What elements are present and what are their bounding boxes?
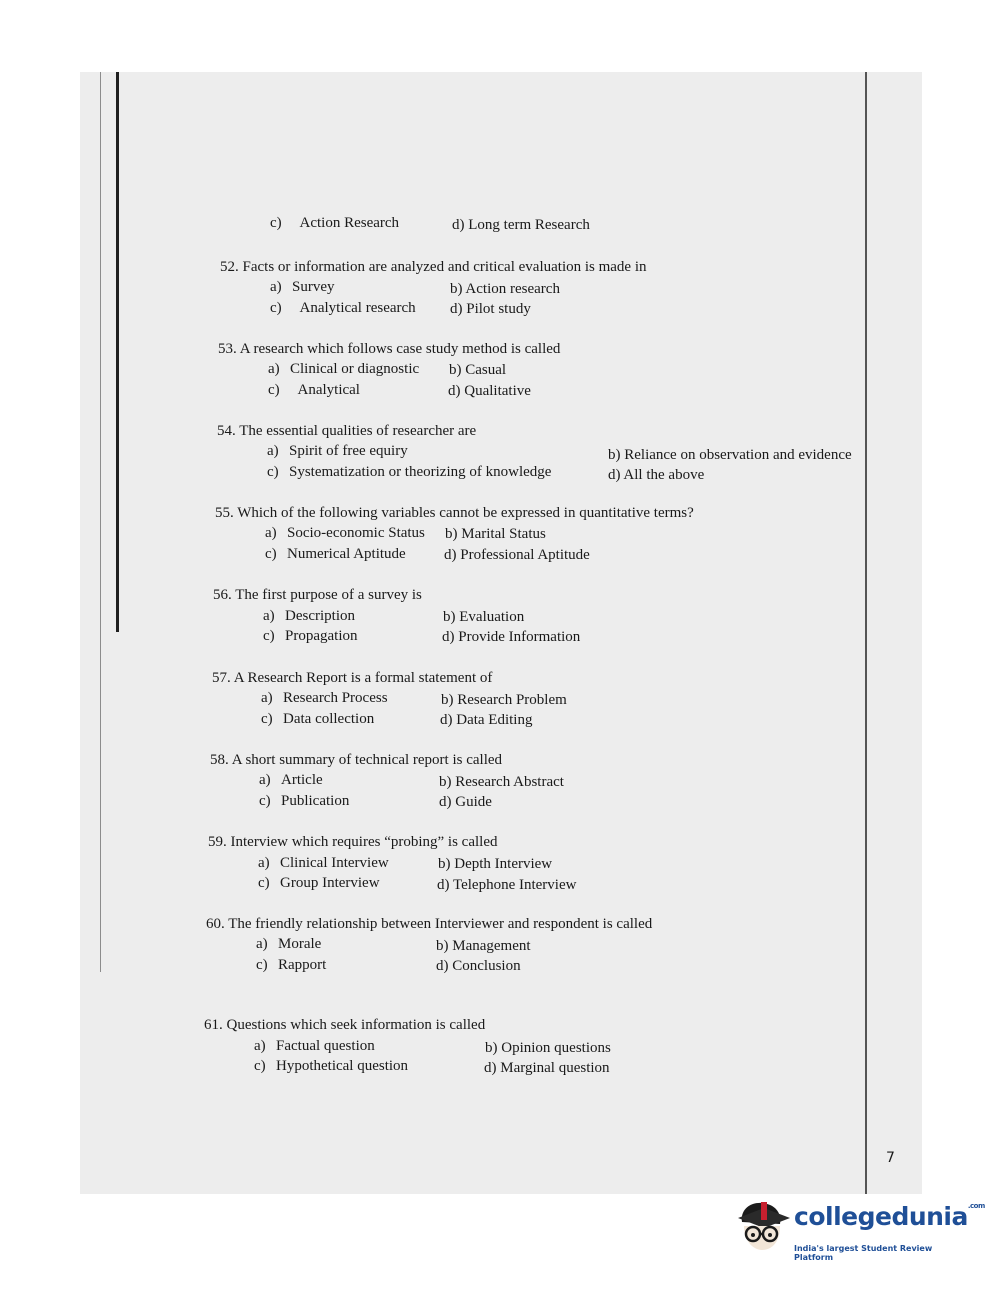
option-c: c) Numerical Aptitude <box>265 546 406 562</box>
option-text: Analytical <box>297 382 360 398</box>
option-a: a) Socio-economic Status <box>265 525 425 541</box>
question-text: A research which follows case study method is called <box>239 341 561 357</box>
logo-wordmark <box>794 1202 985 1231</box>
option-c: c) Analytical research <box>270 300 416 316</box>
question-60 <box>206 916 652 933</box>
question-54 <box>217 423 476 440</box>
option-b: b) Management <box>436 938 531 954</box>
option-d: d) Long term Research <box>452 217 590 233</box>
option-text: Morale <box>278 936 322 952</box>
option-text: Article <box>281 772 323 788</box>
option-c: c) Data collection <box>261 711 375 727</box>
scan-edge-line <box>100 72 101 972</box>
option-text: Group Interview <box>280 875 380 891</box>
question-58 <box>210 752 502 769</box>
option-d: d) All the above <box>608 467 705 483</box>
option-text: Spirit of free equiry <box>289 443 408 459</box>
question-number: 60. <box>206 916 225 932</box>
option-d: d) Professional Aptitude <box>444 547 590 563</box>
option-b: b) Marital Status <box>445 526 546 542</box>
logo-suffix: .com <box>967 1202 985 1210</box>
option-text: Rapport <box>278 957 327 973</box>
question-56 <box>213 587 422 604</box>
question-number: 57. <box>212 670 231 686</box>
option-a: a) Clinical or diagnostic <box>268 361 420 377</box>
option-text: Description <box>285 608 355 624</box>
option-a: a) Morale <box>256 936 322 952</box>
option-text: Survey <box>292 279 335 295</box>
question-number: 56. <box>213 587 232 603</box>
option-b: b) Evaluation <box>443 609 525 625</box>
option-d: d) Pilot study <box>450 301 531 317</box>
option-c: c) Systematization or theorizing of knowledge <box>267 464 552 480</box>
option-b: b) Opinion questions <box>485 1040 611 1056</box>
question-text: The friendly relationship between Interviewer and respondent is called <box>228 916 653 932</box>
option-text: Data collection <box>283 711 375 727</box>
option-b: b) Research Problem <box>441 692 567 708</box>
option-d: d) Telephone Interview <box>437 877 577 893</box>
option-c: c) Group Interview <box>258 875 380 891</box>
option-text: Publication <box>281 793 350 809</box>
question-text: A Research Report is a formal statement of <box>233 670 493 686</box>
option-text: Clinical Interview <box>280 855 389 871</box>
option-text: Factual question <box>276 1038 375 1054</box>
option-c: c) Rapport <box>256 957 327 973</box>
question-text: A short summary of technical report is called <box>231 752 503 768</box>
option-c: c) Analytical <box>268 382 360 398</box>
option-text: Research Process <box>283 690 388 706</box>
option-d: d) Provide Information <box>442 629 581 645</box>
option-text: Numerical Aptitude <box>287 546 406 562</box>
question-text: Questions which seek information is called <box>226 1017 486 1033</box>
option-c: c) Propagation <box>263 628 358 644</box>
option-a: a) Article <box>259 772 323 788</box>
question-text: The essential qualities of researcher are <box>239 423 477 439</box>
page-number: 7 <box>886 1150 895 1166</box>
option-text: Clinical or diagnostic <box>290 361 420 377</box>
option-c: c) Action Research <box>270 215 400 231</box>
question-text: Interview which requires “probing” is called <box>230 834 498 850</box>
question-59 <box>208 834 497 851</box>
option-text: Hypothetical question <box>276 1058 409 1074</box>
option-b: b) Research Abstract <box>439 774 564 790</box>
option-c: c) Publication <box>259 793 350 809</box>
question-number: 55. <box>215 505 234 521</box>
collegedunia-logo[interactable] <box>734 1196 985 1262</box>
scan-binding-shadow <box>116 72 119 632</box>
question-number: 58. <box>210 752 229 768</box>
scan-right-edge <box>865 72 867 1194</box>
logo-tagline: India's largest Student Review Platform <box>794 1244 933 1262</box>
question-57 <box>212 670 492 687</box>
logo-name: collegedunia <box>794 1202 968 1231</box>
question-number: 59. <box>208 834 227 850</box>
option-text: Action Research <box>299 215 400 231</box>
option-a: a) Spirit of free equiry <box>267 443 408 459</box>
option-text: Analytical research <box>299 300 416 316</box>
question-number: 54. <box>217 423 236 439</box>
option-b: b) Reliance on observation and evidence <box>608 447 852 463</box>
option-b: b) Depth Interview <box>438 856 553 872</box>
option-b: b) Action research <box>450 281 560 297</box>
option-d: d) Qualitative <box>448 383 531 399</box>
option-text: Propagation <box>285 628 358 644</box>
option-text: Socio-economic Status <box>287 525 425 541</box>
option-a: a) Description <box>263 608 355 624</box>
option-text: Systematization or theorizing of knowledge <box>289 464 552 480</box>
option-a: a) Survey <box>270 279 335 295</box>
question-53 <box>218 341 560 358</box>
option-a: a) Clinical Interview <box>258 855 389 871</box>
option-a: a) Factual question <box>254 1038 375 1054</box>
option-d: d) Marginal question <box>484 1060 610 1076</box>
question-number: 53. <box>218 341 237 357</box>
option-c: c) Hypothetical question <box>254 1058 409 1074</box>
option-a: a) Research Process <box>261 690 388 706</box>
question-number: 61. <box>204 1017 223 1033</box>
option-d: d) Conclusion <box>436 958 521 974</box>
question-number: 52. <box>220 259 239 275</box>
question-52 <box>220 259 647 276</box>
student-mascot-icon <box>734 1196 792 1256</box>
option-d: d) Guide <box>439 794 492 810</box>
question-text: Facts or information are analyzed and critical evaluation is made in <box>242 259 647 275</box>
question-55 <box>215 505 694 522</box>
question-61 <box>204 1017 485 1034</box>
question-text: The first purpose of a survey is <box>235 587 422 603</box>
option-b: b) Casual <box>449 362 507 378</box>
option-d: d) Data Editing <box>440 712 533 728</box>
question-text: Which of the following variables cannot be expressed in quantitative terms? <box>237 505 694 521</box>
